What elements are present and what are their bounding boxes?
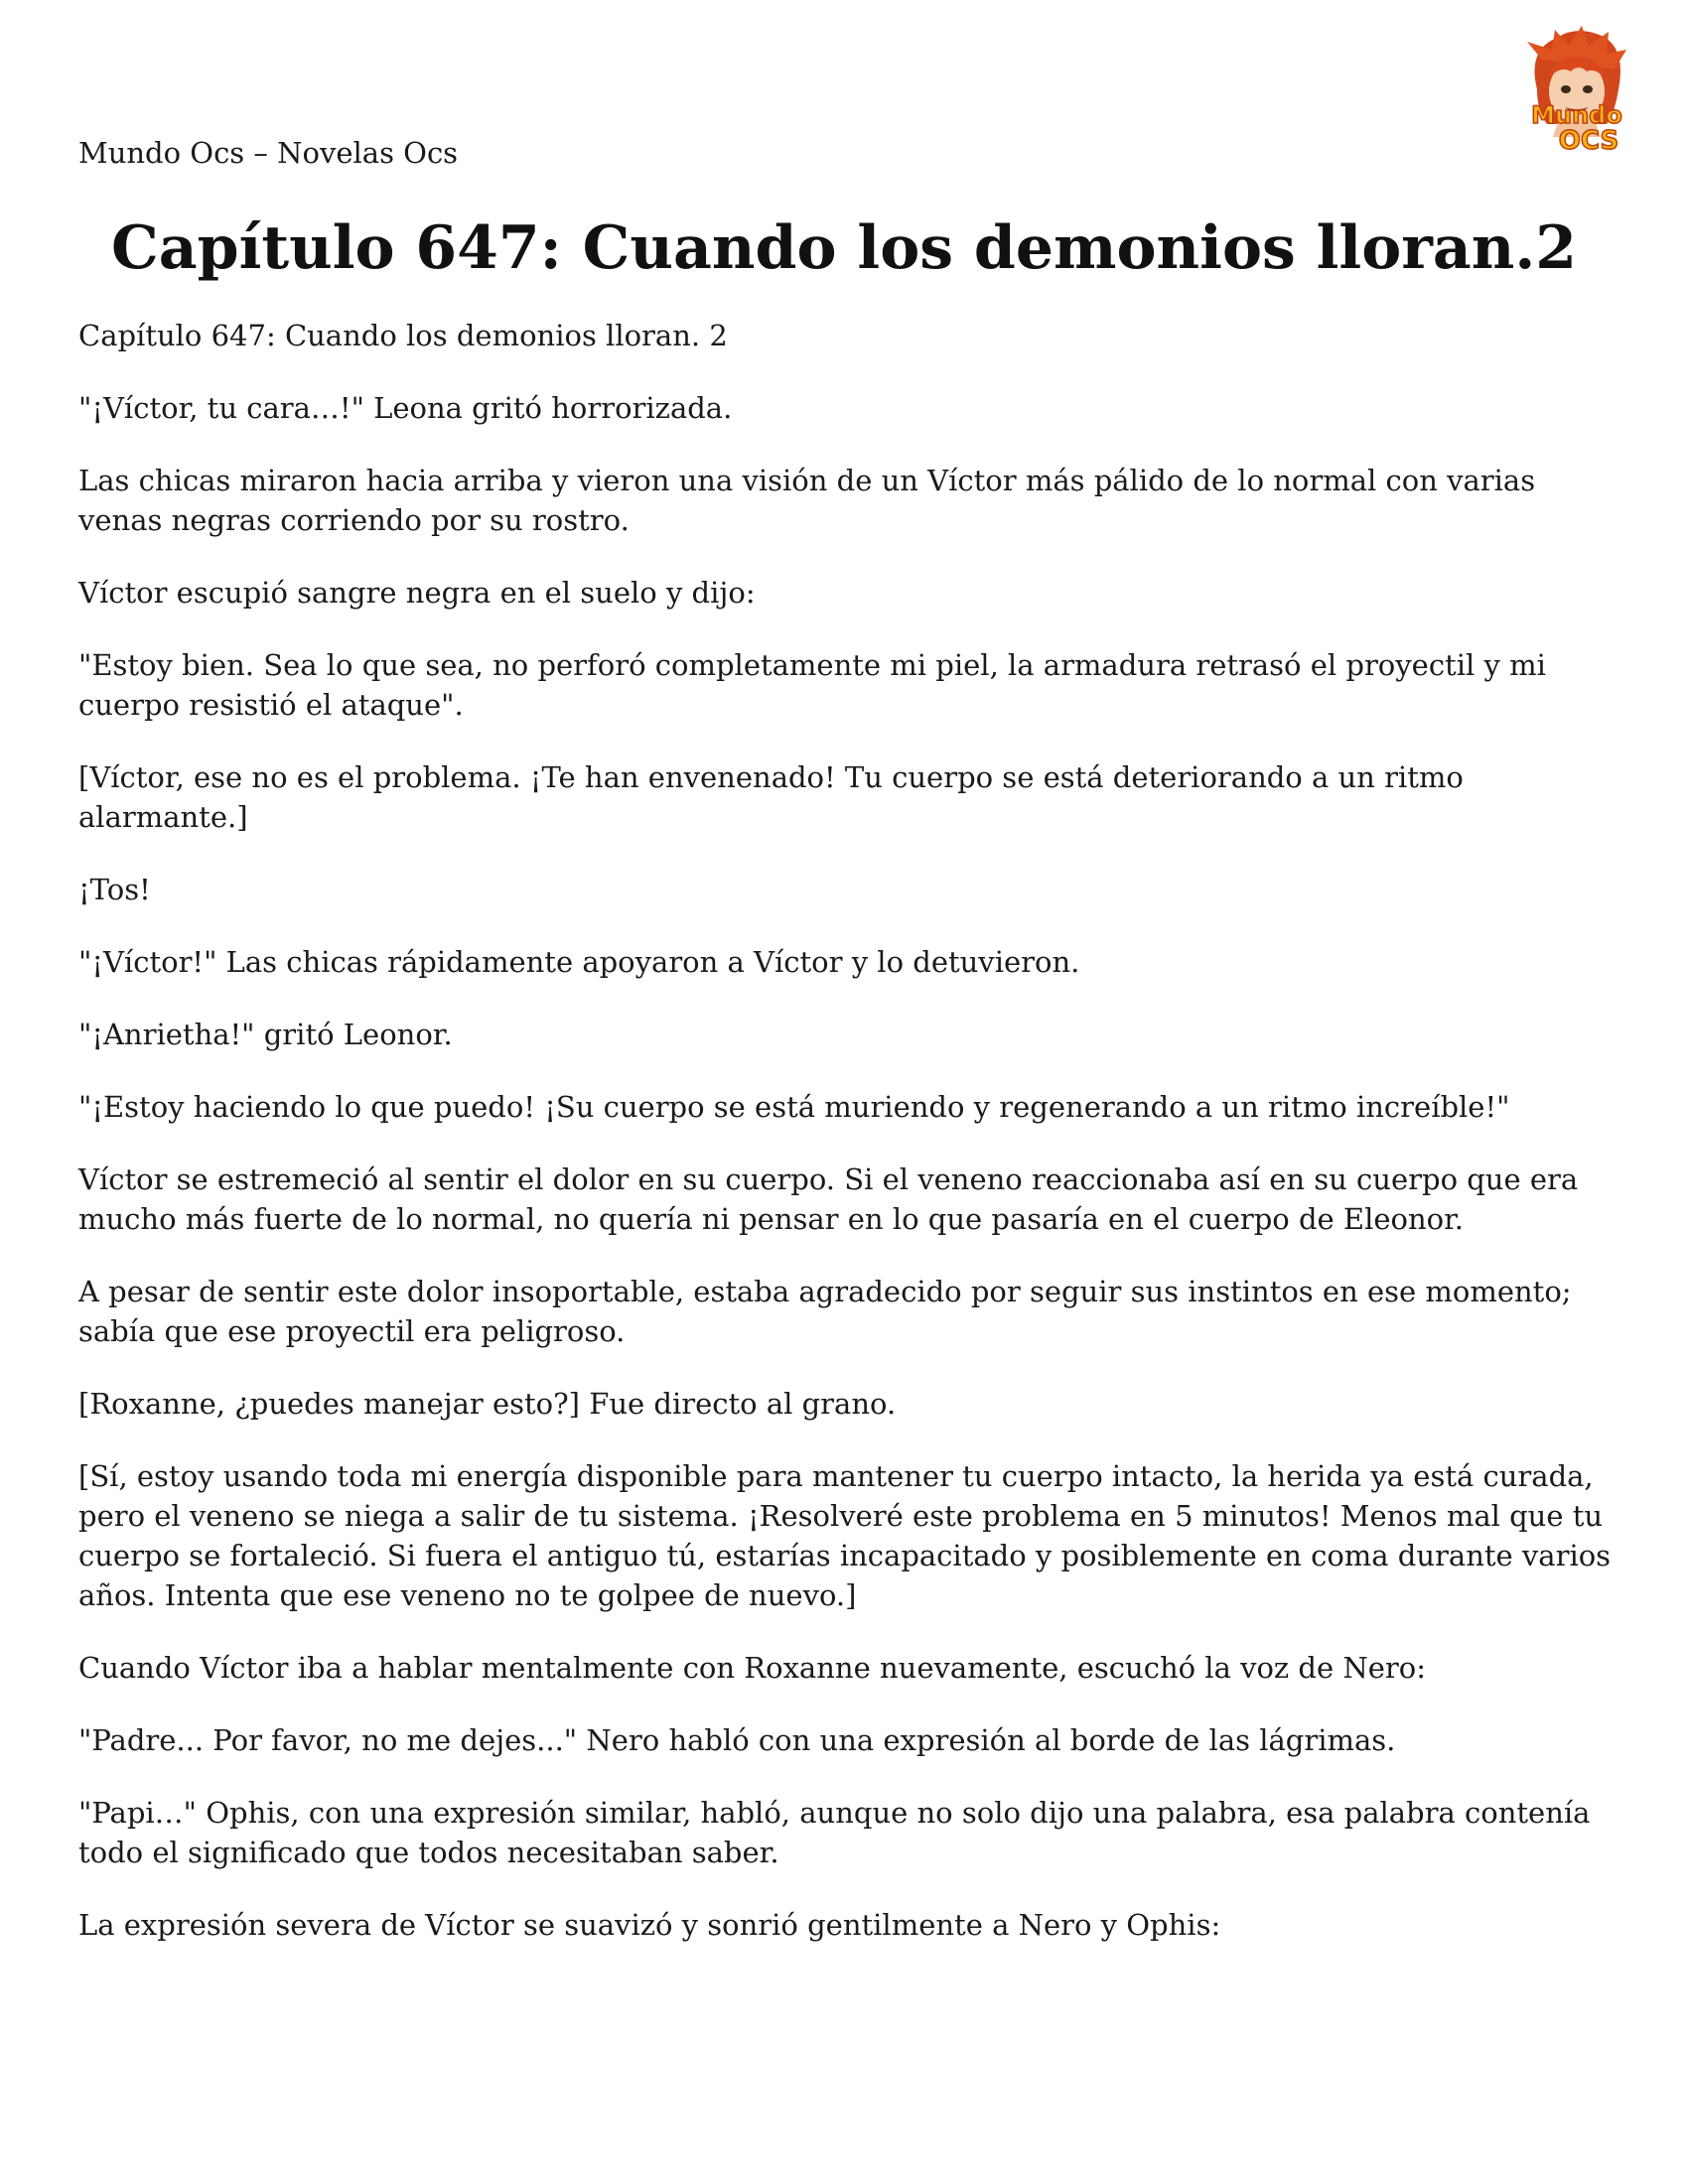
- body-paragraph: A pesar de sentir este dolor insoportable, estaba agradecido por seguir sus instintos en ese momento; sabía que ese proyectil era peligroso.: [78, 1275, 1572, 1348]
- chapter-title: Capítulo 647: Cuando los demonios lloran.2: [110, 213, 1577, 283]
- body-paragraph: ¡Tos!: [78, 873, 151, 906]
- chapter-body: [78, 316, 1613, 1978]
- body-paragraph: "Papi…" Ophis, con una expresión similar, habló, aunque no solo dijo una palabra, esa palabra contenía todo el significado que todos necesitaban saber.: [78, 1796, 1591, 1869]
- site-name: Mundo Ocs – Novelas Ocs: [78, 136, 459, 170]
- body-paragraph: Las chicas miraron hacia arriba y vieron una visión de un Víctor más pálido de lo normal con varias venas negras corriendo por su rostro.: [78, 464, 1536, 537]
- body-paragraph: Víctor se estremeció al sentir el dolor en su cuerpo. Si el veneno reaccionaba así en su cuerpo que era mucho más fuerte de lo normal, no quería ni pensar en lo que pasaría en el cuerpo de Eleonor.: [78, 1162, 1579, 1236]
- body-paragraph: [Sí, estoy usando toda mi energía disponible para mantener tu cuerpo intacto, la herida ya está curada, pero el veneno se niega a salir de tu sistema. ¡Resolveré este problema en 5 minutos! Menos mal que tu cuerpo se fortaleció. Si fuera el antiguo tú, estarías incapacitado y posiblemente en coma durante varios años. Intenta que ese veneno no te golpee de nuevo.]: [78, 1459, 1612, 1612]
- body-paragraph: "¡Anrietha!" gritó Leonor.: [78, 1018, 453, 1051]
- mascot-logo-icon: [1497, 20, 1656, 179]
- body-paragraph: [Roxanne, ¿puedes manejar esto?] Fue directo al grano.: [78, 1387, 897, 1421]
- body-paragraph: La expresión severa de Víctor se suavizó y sonrió gentilmente a Nero y Ophis:: [78, 1908, 1221, 1942]
- logo-text-mundo: Mundo: [1531, 101, 1622, 129]
- body-paragraph: "Padre... Por favor, no me dejes..." Nero habló con una expresión al borde de las lágrimas.: [78, 1723, 1396, 1757]
- body-paragraph: Víctor escupió sangre negra en el suelo y dijo:: [78, 576, 756, 610]
- body-paragraph: [Víctor, ese no es el problema. ¡Te han envenenado! Tu cuerpo se está deteriorando a un ritmo alarmante.]: [78, 760, 1464, 834]
- logo-text-ocs: OCS: [1558, 126, 1619, 156]
- body-paragraph: "Estoy bien. Sea lo que sea, no perforó completamente mi piel, la armadura retrasó el proyectil y mi cuerpo resistió el ataque".: [78, 648, 1546, 722]
- body-paragraph: Capítulo 647: Cuando los demonios lloran. 2: [78, 319, 728, 352]
- body-paragraph: Cuando Víctor iba a hablar mentalmente con Roxanne nuevamente, escuchó la voz de Nero:: [78, 1651, 1426, 1685]
- mundo-ocs-logo: [1497, 20, 1656, 179]
- body-paragraph: "¡Estoy haciendo lo que puedo! ¡Su cuerpo se está muriendo y regenerando a un ritmo increíble!": [78, 1090, 1510, 1124]
- body-paragraph: "¡Víctor!" Las chicas rápidamente apoyaron a Víctor y lo detuvieron.: [78, 945, 1080, 979]
- body-paragraph: "¡Víctor, tu cara…!" Leona gritó horrorizada.: [78, 391, 733, 425]
